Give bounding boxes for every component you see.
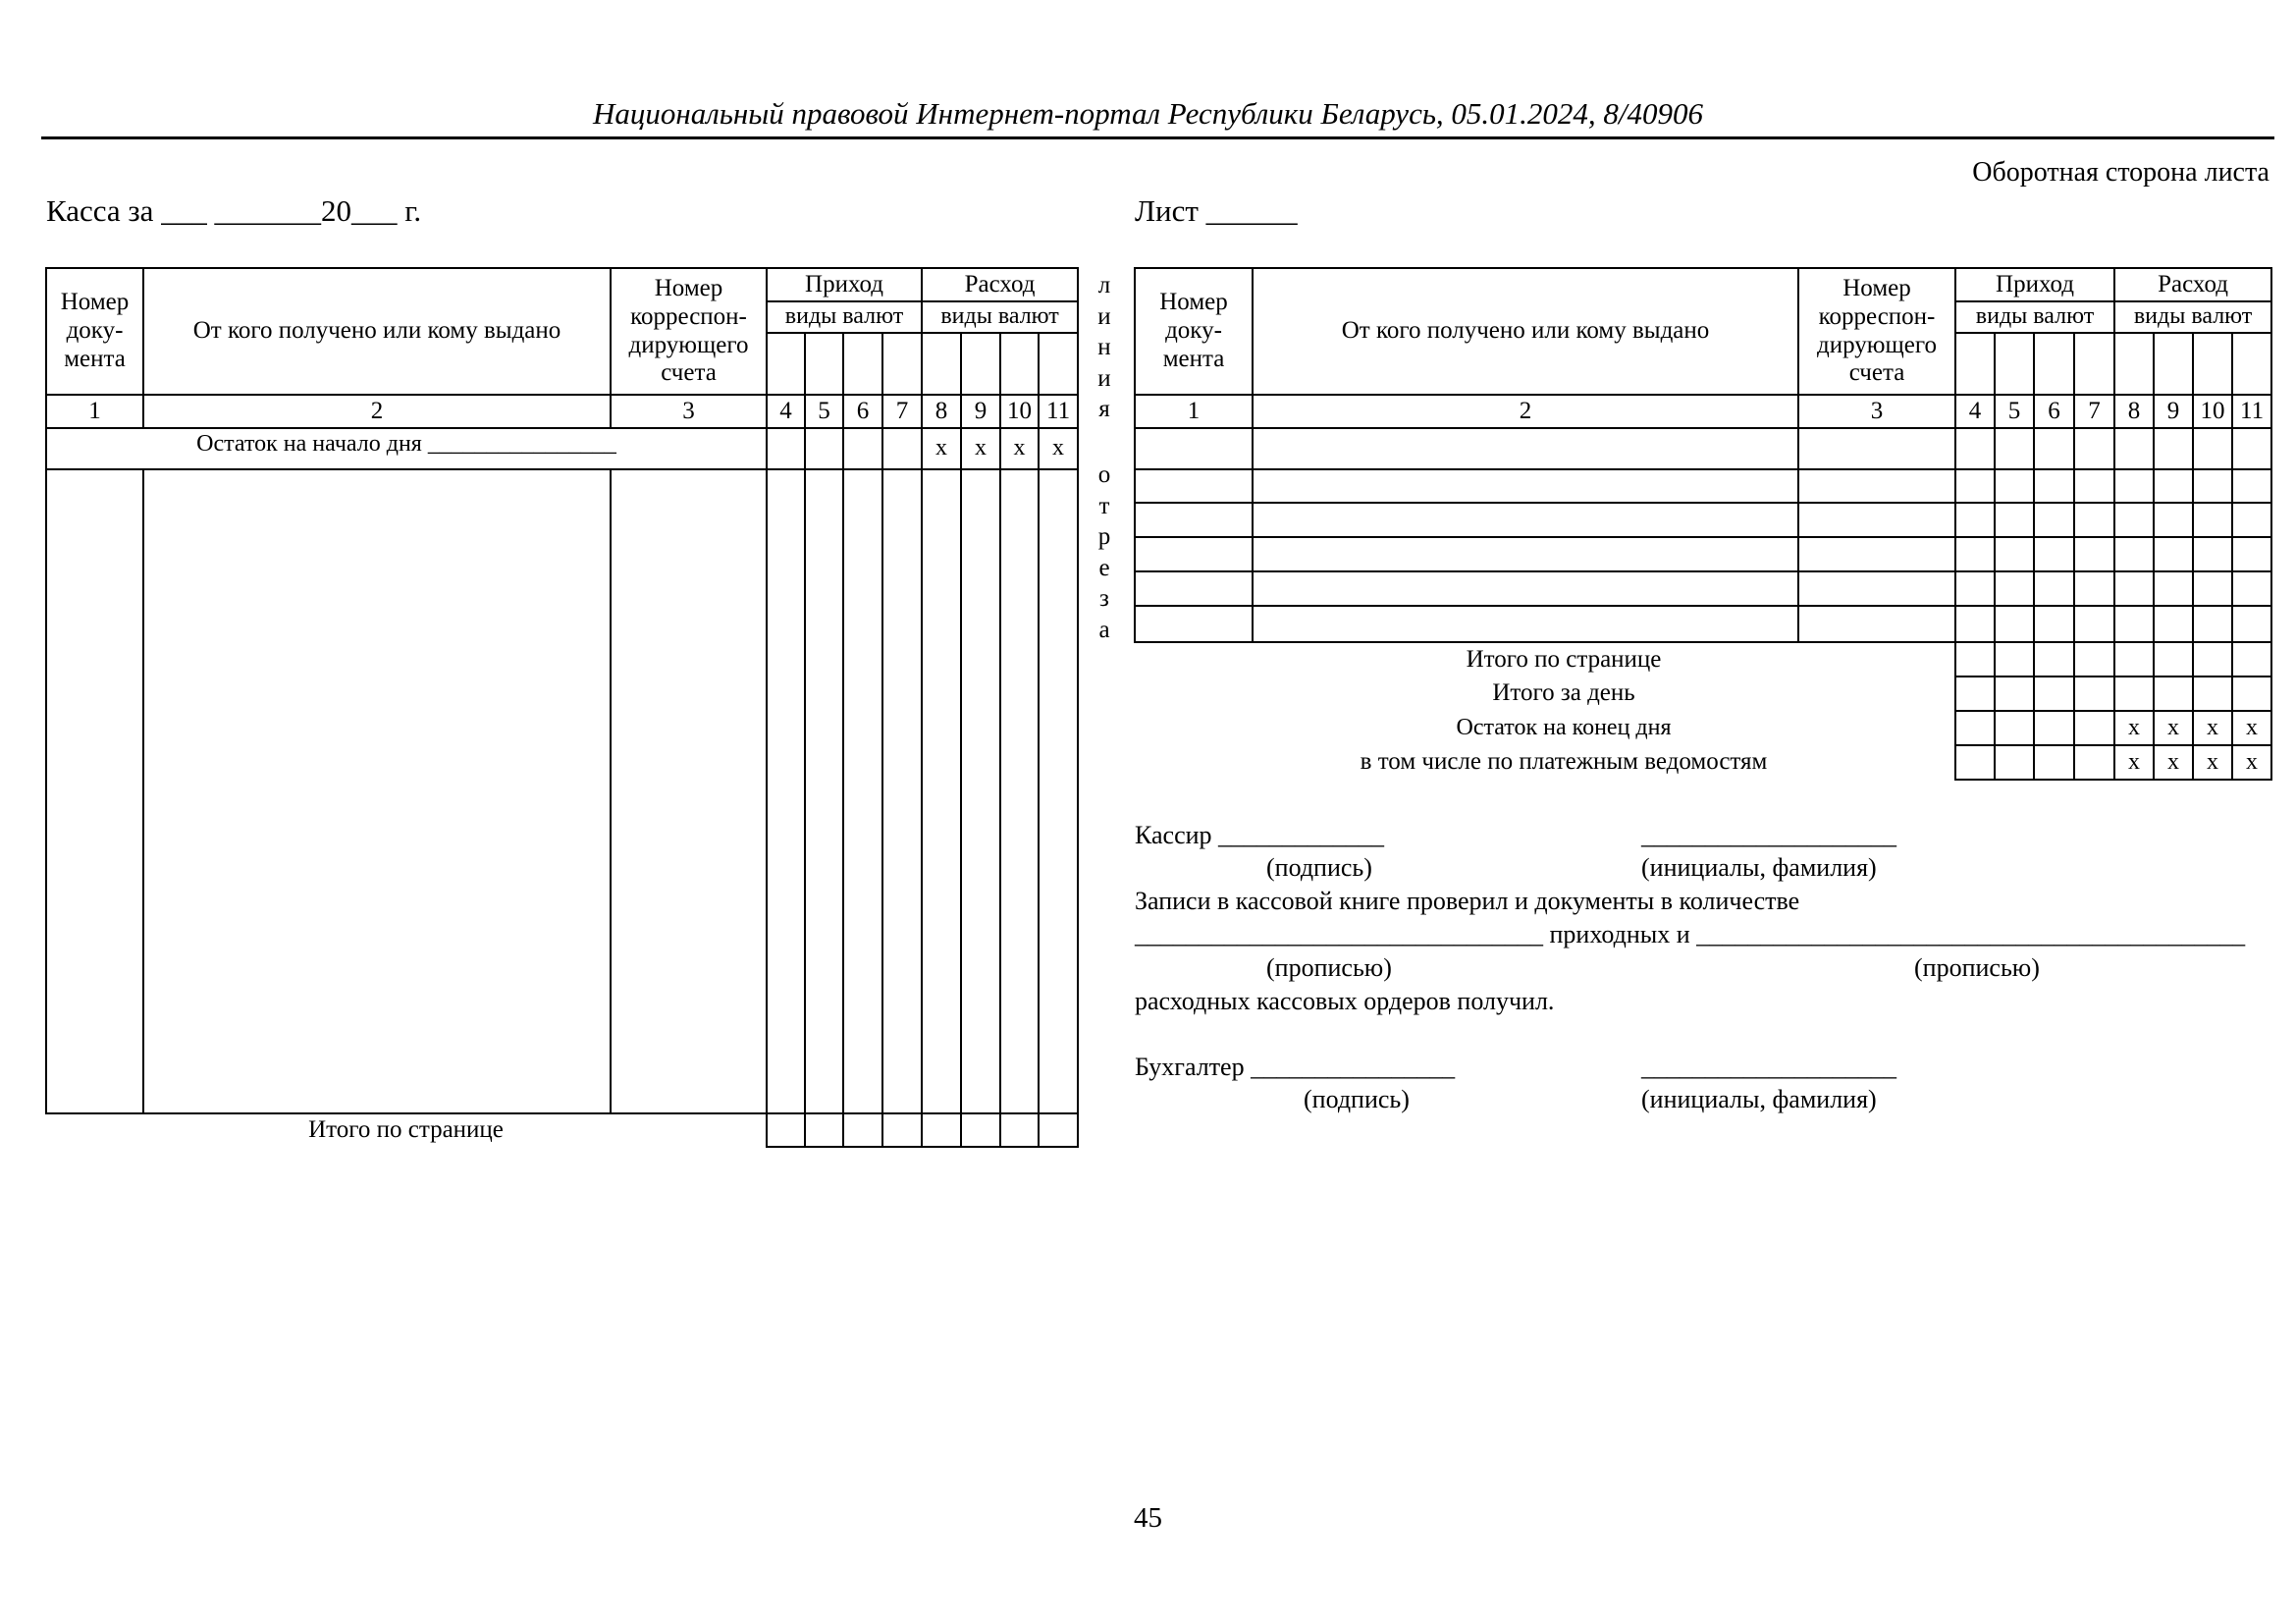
cut-letter: н	[1097, 334, 1111, 360]
cut-letter: и	[1097, 302, 1111, 330]
header-from-to: От кого получено или кому выдано	[1253, 268, 1798, 395]
expense-currency-types: виды валют	[922, 301, 1078, 333]
col-number: 7	[2074, 395, 2114, 428]
entry-area	[143, 469, 611, 1113]
date-blank: ___ _______	[161, 193, 321, 228]
header-account: Номер корреспон-дирующего счета	[1798, 268, 1955, 395]
expense-currency-types: виды валют	[2114, 301, 2271, 333]
sheet-title	[1135, 193, 1298, 229]
x-mark: x	[961, 428, 1000, 469]
currency-cell	[1039, 333, 1078, 395]
income-currency-types: виды валют	[1955, 301, 2114, 333]
cashier-initials-caption: (инициалы, фамилия)	[1641, 853, 1877, 882]
portal-header: Национальный правовой Интернет-портал Республики Беларусь, 05.01.2024, 8/40906	[592, 96, 1704, 131]
cut-letter: е	[1098, 554, 1110, 581]
total-cell	[1000, 1113, 1039, 1147]
currency-cell	[2154, 333, 2193, 395]
currency-cell	[2074, 333, 2114, 395]
cashier-initials-blank: ____________________	[1641, 821, 1896, 849]
cashier-label: Кассир	[1135, 821, 1212, 849]
currency-cell	[805, 333, 843, 395]
cash-title	[46, 193, 421, 229]
x-mark: x	[2232, 711, 2271, 745]
accountant-signature-blank: ________________	[1251, 1053, 1456, 1081]
cut-letter: я	[1098, 396, 1110, 422]
count-line	[1135, 920, 2245, 949]
col-number: 2	[1253, 395, 1798, 428]
x-mark: x	[1000, 428, 1039, 469]
col-number: 6	[843, 395, 882, 428]
col-number: 8	[922, 395, 961, 428]
header-account: Номер корреспон-дирующего счета	[611, 268, 767, 395]
currency-cell	[961, 333, 1000, 395]
col-number: 10	[2193, 395, 2232, 428]
total-cell	[882, 1113, 922, 1147]
table-row	[1135, 469, 2271, 503]
in-words-caption-1: (прописью)	[1266, 953, 1392, 982]
col-number: 5	[1995, 395, 2034, 428]
x-mark: x	[2114, 711, 2154, 745]
currency-cell	[2114, 333, 2154, 395]
table-row	[1135, 428, 2271, 469]
balance-cell	[843, 428, 882, 469]
col-number: 9	[961, 395, 1000, 428]
total-cell	[805, 1113, 843, 1147]
received-text: расходных кассовых ордеров получил.	[1135, 987, 1555, 1015]
entry-area	[1039, 469, 1078, 1113]
cash-book-front-table	[45, 267, 1079, 1148]
currency-cell	[843, 333, 882, 395]
col-number: 2	[143, 395, 611, 428]
x-mark: x	[1039, 428, 1078, 469]
cut-line-word-cut	[1090, 460, 1119, 645]
col-number: 3	[1798, 395, 1955, 428]
cash-book-back-table	[1134, 267, 2272, 781]
cut-letter: р	[1097, 523, 1111, 550]
day-total-label: Итого за день	[1492, 679, 1635, 707]
accountant-signature-caption: (подпись)	[1304, 1085, 1410, 1113]
accountant-line	[1135, 1053, 1455, 1082]
total-cell	[922, 1113, 961, 1147]
year-suffix: г.	[404, 193, 422, 228]
x-mark: x	[2193, 711, 2232, 745]
outgoing-count-blank: ___________________________________________	[1696, 920, 2246, 948]
entry-area	[46, 469, 143, 1113]
sheet-label: Лист	[1135, 193, 1199, 228]
entry-area	[767, 469, 805, 1113]
header-doc-number: Номер доку-мента	[46, 268, 143, 395]
cut-letter: а	[1098, 616, 1110, 643]
balance-cell	[767, 428, 805, 469]
currency-cell	[2232, 333, 2271, 395]
currency-cell	[767, 333, 805, 395]
entry-area	[611, 469, 767, 1113]
currency-cell	[1995, 333, 2034, 395]
accountant-label: Бухгалтер	[1135, 1053, 1245, 1081]
currency-cell	[1000, 333, 1039, 395]
cashier-signature-caption: (подпись)	[1266, 853, 1372, 882]
opening-balance-row	[46, 428, 767, 469]
x-mark: x	[2232, 745, 2271, 780]
page-total-label: Итого по странице	[308, 1116, 504, 1144]
col-number: 1	[46, 395, 143, 428]
col-number: 4	[767, 395, 805, 428]
header-expense: Расход	[922, 268, 1078, 301]
col-number: 9	[2154, 395, 2193, 428]
col-number: 5	[805, 395, 843, 428]
year-blank: ___	[350, 193, 398, 228]
col-number: 4	[1955, 395, 1995, 428]
entry-area	[843, 469, 882, 1113]
total-cell	[961, 1113, 1000, 1147]
col-number: 11	[2232, 395, 2271, 428]
header-divider	[41, 136, 2274, 139]
currency-cell	[1955, 333, 1995, 395]
cash-title-prefix: Касса за	[46, 193, 154, 228]
payment-statements-label: в том числе по платежным ведомостям	[1360, 748, 1768, 776]
year-prefix: 20	[320, 193, 351, 228]
reverse-side-label: Оборотная сторона листа	[1972, 157, 2269, 188]
cashier-signature-blank: _____________	[1218, 821, 1385, 849]
header-expense: Расход	[2114, 268, 2271, 301]
header-income: Приход	[767, 268, 922, 301]
incoming-and-label: приходных и	[1549, 920, 1690, 948]
col-number: 8	[2114, 395, 2154, 428]
x-mark: x	[2114, 745, 2154, 780]
entry-area	[1000, 469, 1039, 1113]
incoming-count-blank: ________________________________	[1135, 920, 1543, 948]
col-number: 7	[882, 395, 922, 428]
in-words-caption-2: (прописью)	[1914, 953, 2040, 982]
cut-letter: л	[1097, 272, 1111, 298]
table-row	[1135, 537, 2271, 571]
total-cell	[767, 1113, 805, 1147]
table-row	[1135, 571, 2271, 606]
currency-cell	[2193, 333, 2232, 395]
table-row	[1135, 606, 2271, 642]
currency-cell	[882, 333, 922, 395]
income-currency-types: виды валют	[767, 301, 922, 333]
accountant-initials-caption: (инициалы, фамилия)	[1641, 1085, 1877, 1113]
header-doc-number: Номер доку-мента	[1135, 268, 1253, 395]
total-cell	[1039, 1113, 1078, 1147]
x-mark: x	[2154, 711, 2193, 745]
entry-area	[922, 469, 961, 1113]
col-number: 3	[611, 395, 767, 428]
x-mark: x	[2193, 745, 2232, 780]
table-row	[1135, 503, 2271, 537]
cut-letter: т	[1098, 492, 1110, 519]
col-number: 10	[1000, 395, 1039, 428]
page-total-label: Итого по странице	[1466, 645, 1662, 673]
header-income: Приход	[1955, 268, 2114, 301]
currency-cell	[2034, 333, 2074, 395]
entry-area	[961, 469, 1000, 1113]
accountant-initials-blank: ____________________	[1641, 1053, 1896, 1081]
balance-cell	[805, 428, 843, 469]
checked-text: Записи в кассовой книге проверил и документы в количестве	[1135, 887, 1800, 915]
entry-area	[805, 469, 843, 1113]
col-number: 1	[1135, 395, 1253, 428]
opening-balance-blank: ________________	[427, 431, 616, 457]
col-number: 6	[2034, 395, 2074, 428]
col-number: 11	[1039, 395, 1078, 428]
header-from-to: От кого получено или кому выдано	[143, 268, 611, 395]
cut-letter: з	[1099, 585, 1109, 612]
cut-letter: и	[1097, 364, 1111, 392]
currency-cell	[922, 333, 961, 395]
entry-area	[882, 469, 922, 1113]
balance-cell	[882, 428, 922, 469]
cashier-line	[1135, 821, 1384, 850]
cut-line-word-line	[1090, 270, 1119, 425]
page-number: 45	[1134, 1502, 1162, 1534]
x-mark: x	[2154, 745, 2193, 780]
cut-letter: о	[1097, 461, 1111, 488]
opening-balance-label: Остаток на начало дня	[196, 431, 422, 457]
sheet-blank: ______	[1205, 193, 1298, 228]
total-cell	[843, 1113, 882, 1147]
closing-balance-label: Остаток на конец дня	[1456, 714, 1672, 740]
x-mark: x	[922, 428, 961, 469]
